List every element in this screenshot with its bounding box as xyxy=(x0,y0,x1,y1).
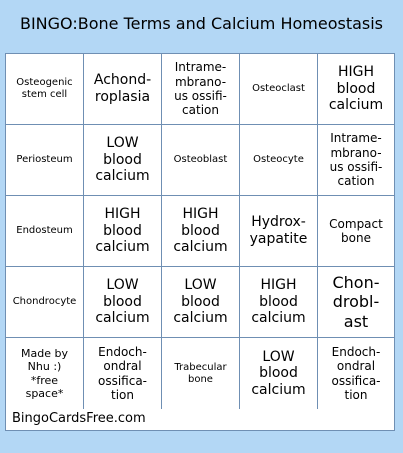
bingo-cell[interactable]: LOW blood calcium xyxy=(84,125,162,196)
bingo-cell[interactable]: Osteogenic stem cell xyxy=(6,54,84,125)
bingo-cell[interactable]: Compact bone xyxy=(318,196,395,267)
bingo-cell[interactable]: Hydrox- yapatite xyxy=(240,196,318,267)
bingo-cell[interactable]: Endoch- ondral ossifica- tion xyxy=(84,338,162,410)
free-space-cell[interactable]: Made by Nhu :) *free space* xyxy=(6,338,84,410)
bingo-cell[interactable]: Osteocyte xyxy=(240,125,318,196)
bingo-cell[interactable]: Endoch- ondral ossifica- tion xyxy=(318,338,395,410)
bingo-cell[interactable]: LOW blood calcium xyxy=(162,267,240,338)
bingo-cell[interactable]: Achond- roplasia xyxy=(84,54,162,125)
bingo-cell[interactable]: Osteoblast xyxy=(162,125,240,196)
bingo-cell[interactable]: Chon- drobl- ast xyxy=(318,267,395,338)
site-credit: BingoCardsFree.com xyxy=(5,409,395,431)
bingo-cell[interactable]: HIGH blood calcium xyxy=(240,267,318,338)
bingo-cell[interactable]: Intrame- mbrano- us ossifi- cation xyxy=(162,54,240,125)
bingo-cell[interactable]: LOW blood calcium xyxy=(84,267,162,338)
grid-row xyxy=(6,54,395,125)
bingo-cell[interactable]: Endosteum xyxy=(6,196,84,267)
grid-row xyxy=(6,267,395,338)
bingo-cell[interactable]: Periosteum xyxy=(6,125,84,196)
bingo-cell[interactable]: Chondrocyte xyxy=(6,267,84,338)
grid-row xyxy=(6,196,395,267)
bingo-cell[interactable]: HIGH blood calcium xyxy=(318,54,395,125)
bingo-cell[interactable]: Trabecular bone xyxy=(162,338,240,410)
bingo-cell[interactable]: HIGH blood calcium xyxy=(84,196,162,267)
grid-row xyxy=(6,125,395,196)
bingo-grid xyxy=(5,53,395,409)
bingo-cell[interactable]: HIGH blood calcium xyxy=(162,196,240,267)
bingo-cell[interactable]: Osteoclast xyxy=(240,54,318,125)
bingo-cell[interactable]: LOW blood calcium xyxy=(240,338,318,410)
card-title: BINGO:Bone Terms and Calcium Homeostasis xyxy=(19,14,384,33)
grid-row xyxy=(6,338,395,410)
bingo-cell[interactable]: Intrame- mbrano- us ossifi- cation xyxy=(318,125,395,196)
